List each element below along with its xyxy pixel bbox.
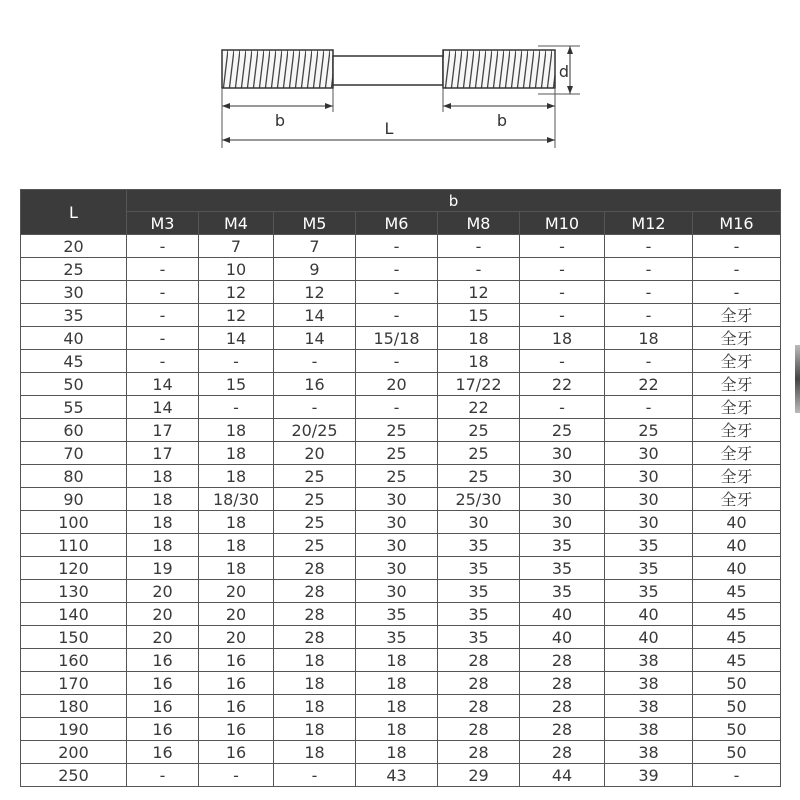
thread-length-cell: - bbox=[127, 327, 199, 350]
thread-length-cell: 43 bbox=[356, 764, 438, 787]
thread-length-cell: - bbox=[356, 396, 438, 419]
thread-length-cell: 16 bbox=[127, 649, 199, 672]
table-row bbox=[21, 741, 781, 764]
thread-length-cell: 全牙 bbox=[693, 304, 781, 327]
thread-length-cell: 28 bbox=[274, 557, 356, 580]
thread-length-cell: 7 bbox=[199, 235, 274, 258]
table-row bbox=[21, 419, 781, 442]
thread-length-cell: - bbox=[693, 235, 781, 258]
thread-length-cell: - bbox=[274, 396, 356, 419]
thread-length-cell: 25 bbox=[274, 534, 356, 557]
thread-length-cell: - bbox=[520, 350, 605, 373]
thread-length-cell: 25 bbox=[356, 465, 438, 488]
thread-length-cell: 18 bbox=[199, 419, 274, 442]
thread-length-cell: 16 bbox=[127, 672, 199, 695]
thread-length-cell: 28 bbox=[520, 695, 605, 718]
thread-length-cell: 14 bbox=[274, 327, 356, 350]
thread-length-cell: 35 bbox=[438, 580, 520, 603]
thread-length-cell: 28 bbox=[438, 741, 520, 764]
thread-length-cell: 39 bbox=[605, 764, 693, 787]
length-cell: 120 bbox=[21, 557, 127, 580]
table-row bbox=[21, 281, 781, 304]
thread-length-cell: 18 bbox=[199, 442, 274, 465]
thread-length-cell: 45 bbox=[693, 603, 781, 626]
thread-length-cell: 40 bbox=[520, 603, 605, 626]
thread-length-cell: - bbox=[605, 281, 693, 304]
thread-length-cell: - bbox=[356, 235, 438, 258]
length-cell: 30 bbox=[21, 281, 127, 304]
thread-length-cell: 35 bbox=[605, 580, 693, 603]
thread-length-cell: 12 bbox=[274, 281, 356, 304]
thread-length-cell: 17 bbox=[127, 419, 199, 442]
length-cell: 130 bbox=[21, 580, 127, 603]
thread-length-cell: 38 bbox=[605, 741, 693, 764]
length-cell: 55 bbox=[21, 396, 127, 419]
thread-length-cell: 45 bbox=[693, 580, 781, 603]
thread-length-cell: 25 bbox=[356, 419, 438, 442]
thread-length-cell: 全牙 bbox=[693, 488, 781, 511]
thread-length-cell: 全牙 bbox=[693, 396, 781, 419]
table-row bbox=[21, 718, 781, 741]
thread-length-cell: 14 bbox=[199, 327, 274, 350]
thread-length-cell: 30 bbox=[605, 442, 693, 465]
thread-length-cell: - bbox=[693, 764, 781, 787]
thread-length-cell: - bbox=[356, 350, 438, 373]
thread-length-cell: - bbox=[274, 764, 356, 787]
dim-label-b-right: b bbox=[496, 111, 508, 130]
thread-length-cell: - bbox=[693, 281, 781, 304]
thread-length-cell: 20 bbox=[356, 373, 438, 396]
thread-length-cell: - bbox=[605, 304, 693, 327]
table-row bbox=[21, 488, 781, 511]
thread-length-cell: 30 bbox=[356, 580, 438, 603]
thread-length-cell: 18 bbox=[356, 649, 438, 672]
length-cell: 110 bbox=[21, 534, 127, 557]
thread-length-cell: - bbox=[127, 235, 199, 258]
table-row bbox=[21, 511, 781, 534]
table-row bbox=[21, 327, 781, 350]
length-cell: 190 bbox=[21, 718, 127, 741]
size-header-m16: M16 bbox=[693, 212, 781, 235]
length-cell: 25 bbox=[21, 258, 127, 281]
thread-length-cell: 14 bbox=[127, 373, 199, 396]
thread-length-cell: - bbox=[127, 258, 199, 281]
thread-length-cell: 全牙 bbox=[693, 419, 781, 442]
thread-length-cell: - bbox=[274, 350, 356, 373]
thread-length-cell: 28 bbox=[438, 695, 520, 718]
table-row bbox=[21, 304, 781, 327]
thread-length-cell: 25/30 bbox=[438, 488, 520, 511]
shank bbox=[333, 56, 443, 85]
thread-length-cell: 45 bbox=[693, 626, 781, 649]
thread-length-cell: 18 bbox=[199, 465, 274, 488]
length-cell: 45 bbox=[21, 350, 127, 373]
thread-length-cell: - bbox=[520, 304, 605, 327]
thread-length-cell: 50 bbox=[693, 741, 781, 764]
thread-length-cell: - bbox=[127, 281, 199, 304]
thread-length-cell: 16 bbox=[199, 649, 274, 672]
thread-length-cell: 14 bbox=[127, 396, 199, 419]
thread-length-cell: 全牙 bbox=[693, 350, 781, 373]
thread-length-cell: 15 bbox=[199, 373, 274, 396]
table-row bbox=[21, 603, 781, 626]
header-row-group bbox=[21, 190, 781, 212]
thread-length-cell: 18/30 bbox=[199, 488, 274, 511]
thread-length-cell: - bbox=[199, 350, 274, 373]
thread-length-cell: 38 bbox=[605, 718, 693, 741]
thread-length-cell: 16 bbox=[127, 695, 199, 718]
thread-length-cell: - bbox=[520, 258, 605, 281]
table-row bbox=[21, 396, 781, 419]
length-cell: 50 bbox=[21, 373, 127, 396]
thread-length-cell: 35 bbox=[520, 557, 605, 580]
spec-table bbox=[20, 189, 781, 787]
thread-length-cell: 30 bbox=[520, 511, 605, 534]
table-row bbox=[21, 465, 781, 488]
thread-length-cell: 18 bbox=[274, 741, 356, 764]
thread-length-cell: 18 bbox=[605, 327, 693, 350]
thread-length-cell: 18 bbox=[199, 534, 274, 557]
thread-length-cell: 38 bbox=[605, 672, 693, 695]
thread-length-cell: 16 bbox=[127, 718, 199, 741]
thread-length-cell: 18 bbox=[356, 672, 438, 695]
table-row bbox=[21, 695, 781, 718]
thread-length-cell: 18 bbox=[274, 672, 356, 695]
table-row bbox=[21, 373, 781, 396]
thread-length-cell: 全牙 bbox=[693, 327, 781, 350]
length-cell: 150 bbox=[21, 626, 127, 649]
thread-length-cell: 15 bbox=[438, 304, 520, 327]
thread-length-cell: - bbox=[520, 281, 605, 304]
thread-length-cell: 30 bbox=[356, 488, 438, 511]
thread-length-cell: 22 bbox=[605, 373, 693, 396]
thread-length-cell: 18 bbox=[274, 649, 356, 672]
thread-length-cell: 25 bbox=[274, 511, 356, 534]
thread-length-cell: 38 bbox=[605, 695, 693, 718]
thread-length-cell: 35 bbox=[605, 557, 693, 580]
thread-length-cell: 18 bbox=[520, 327, 605, 350]
thread-length-cell: 30 bbox=[520, 465, 605, 488]
thread-length-cell: - bbox=[438, 235, 520, 258]
thread-length-cell: 25 bbox=[274, 488, 356, 511]
thread-length-cell: 30 bbox=[605, 488, 693, 511]
thread-length-cell: 40 bbox=[520, 626, 605, 649]
thread-length-cell: 30 bbox=[356, 557, 438, 580]
thread-length-cell: - bbox=[356, 258, 438, 281]
length-cell: 35 bbox=[21, 304, 127, 327]
thread-length-cell: 20 bbox=[199, 603, 274, 626]
thread-length-cell: 14 bbox=[274, 304, 356, 327]
corner-header-L: L bbox=[21, 190, 127, 235]
thread-length-cell: 18 bbox=[127, 465, 199, 488]
thread-length-cell: 25 bbox=[438, 442, 520, 465]
header-row-sizes bbox=[21, 212, 781, 235]
thread-length-cell: 20 bbox=[274, 442, 356, 465]
thread-length-cell: 50 bbox=[693, 672, 781, 695]
table-row bbox=[21, 534, 781, 557]
thread-length-cell: 18 bbox=[356, 695, 438, 718]
thread-length-cell: 25 bbox=[438, 419, 520, 442]
size-header-m10: M10 bbox=[520, 212, 605, 235]
dim-label-L: L bbox=[384, 119, 394, 138]
thread-length-cell: 16 bbox=[199, 741, 274, 764]
length-cell: 60 bbox=[21, 419, 127, 442]
thread-length-cell: 20 bbox=[127, 580, 199, 603]
thread-length-cell: 18 bbox=[199, 511, 274, 534]
thread-length-cell: 28 bbox=[520, 741, 605, 764]
thread-length-cell: - bbox=[356, 281, 438, 304]
thread-length-cell: 12 bbox=[199, 281, 274, 304]
length-cell: 40 bbox=[21, 327, 127, 350]
thread-length-cell: 20/25 bbox=[274, 419, 356, 442]
length-cell: 250 bbox=[21, 764, 127, 787]
thread-length-cell: - bbox=[127, 304, 199, 327]
thread-length-cell: 25 bbox=[520, 419, 605, 442]
thread-length-cell: 35 bbox=[605, 534, 693, 557]
thread-length-cell: 28 bbox=[438, 718, 520, 741]
thread-length-cell: 30 bbox=[356, 534, 438, 557]
length-cell: 180 bbox=[21, 695, 127, 718]
thread-length-cell: 35 bbox=[356, 626, 438, 649]
thread-length-cell: 18 bbox=[438, 327, 520, 350]
thread-length-cell: 28 bbox=[274, 580, 356, 603]
thread-length-cell: 全牙 bbox=[693, 442, 781, 465]
thread-length-cell: 20 bbox=[199, 626, 274, 649]
thread-length-cell: 25 bbox=[438, 465, 520, 488]
size-header-m4: M4 bbox=[199, 212, 274, 235]
thread-length-cell: 35 bbox=[520, 534, 605, 557]
length-cell: 80 bbox=[21, 465, 127, 488]
thread-length-cell: 18 bbox=[356, 741, 438, 764]
table-row bbox=[21, 580, 781, 603]
thread-length-cell: - bbox=[605, 235, 693, 258]
thread-length-cell: - bbox=[438, 258, 520, 281]
thread-length-cell: 30 bbox=[438, 511, 520, 534]
length-cell: 70 bbox=[21, 442, 127, 465]
edge-mark bbox=[795, 345, 800, 413]
thread-length-cell: - bbox=[199, 764, 274, 787]
thread-length-cell: 16 bbox=[199, 672, 274, 695]
size-header-m6: M6 bbox=[356, 212, 438, 235]
length-cell: 170 bbox=[21, 672, 127, 695]
table-row bbox=[21, 350, 781, 373]
size-header-m3: M3 bbox=[127, 212, 199, 235]
thread-length-cell: 20 bbox=[127, 626, 199, 649]
thread-length-cell: 40 bbox=[693, 534, 781, 557]
size-header-m12: M12 bbox=[605, 212, 693, 235]
table-body bbox=[21, 235, 781, 787]
table-row bbox=[21, 649, 781, 672]
thread-length-cell: 18 bbox=[127, 511, 199, 534]
thread-length-cell: 17/22 bbox=[438, 373, 520, 396]
thread-length-cell: 20 bbox=[127, 603, 199, 626]
thread-length-cell: 44 bbox=[520, 764, 605, 787]
thread-length-cell: - bbox=[127, 350, 199, 373]
thread-length-cell: 40 bbox=[605, 626, 693, 649]
thread-length-cell: 20 bbox=[199, 580, 274, 603]
thread-length-cell: - bbox=[605, 258, 693, 281]
thread-length-cell: - bbox=[520, 235, 605, 258]
thread-length-cell: 28 bbox=[438, 649, 520, 672]
thread-length-cell: 19 bbox=[127, 557, 199, 580]
thread-length-cell: 50 bbox=[693, 718, 781, 741]
group-header-b: b bbox=[127, 190, 781, 212]
thread-length-cell: 40 bbox=[693, 557, 781, 580]
thread-length-cell: - bbox=[520, 396, 605, 419]
thread-length-cell: 18 bbox=[274, 718, 356, 741]
thread-length-cell: 35 bbox=[438, 603, 520, 626]
thread-length-cell: 18 bbox=[199, 557, 274, 580]
thread-length-cell: 18 bbox=[356, 718, 438, 741]
thread-length-cell: 9 bbox=[274, 258, 356, 281]
thread-length-cell: 25 bbox=[274, 465, 356, 488]
thread-length-cell: 25 bbox=[605, 419, 693, 442]
size-header-m5: M5 bbox=[274, 212, 356, 235]
thread-length-cell: 30 bbox=[605, 511, 693, 534]
thread-length-cell: 18 bbox=[438, 350, 520, 373]
thread-length-cell: 38 bbox=[605, 649, 693, 672]
thread-length-cell: 40 bbox=[693, 511, 781, 534]
stud-bolt-diagram bbox=[0, 0, 800, 185]
thread-length-cell: - bbox=[605, 396, 693, 419]
table-row bbox=[21, 672, 781, 695]
length-cell: 140 bbox=[21, 603, 127, 626]
thread-length-cell: 12 bbox=[438, 281, 520, 304]
thread-length-cell: 35 bbox=[438, 626, 520, 649]
length-cell: 90 bbox=[21, 488, 127, 511]
thread-length-cell: 28 bbox=[438, 672, 520, 695]
thread-length-cell: 35 bbox=[438, 557, 520, 580]
table-row bbox=[21, 258, 781, 281]
thread-length-cell: 全牙 bbox=[693, 465, 781, 488]
thread-length-cell: 40 bbox=[605, 603, 693, 626]
thread-length-cell: 30 bbox=[605, 465, 693, 488]
table-row bbox=[21, 626, 781, 649]
size-header-m8: M8 bbox=[438, 212, 520, 235]
thread-length-cell: 35 bbox=[438, 534, 520, 557]
thread-length-cell: 16 bbox=[199, 718, 274, 741]
table-row bbox=[21, 764, 781, 787]
thread-length-cell: 28 bbox=[274, 626, 356, 649]
right-thread bbox=[443, 50, 555, 88]
thread-length-cell: 30 bbox=[520, 442, 605, 465]
thread-length-cell: 45 bbox=[693, 649, 781, 672]
thread-length-cell: 12 bbox=[199, 304, 274, 327]
thread-length-cell: 50 bbox=[693, 695, 781, 718]
thread-length-cell: 16 bbox=[199, 695, 274, 718]
thread-length-cell: 35 bbox=[520, 580, 605, 603]
thread-length-cell: 25 bbox=[356, 442, 438, 465]
thread-length-cell: 18 bbox=[274, 695, 356, 718]
thread-length-cell: 全牙 bbox=[693, 373, 781, 396]
thread-length-cell: 35 bbox=[356, 603, 438, 626]
thread-length-cell: 7 bbox=[274, 235, 356, 258]
dim-label-b-left: b bbox=[274, 111, 286, 130]
thread-length-cell: - bbox=[127, 764, 199, 787]
thread-length-cell: - bbox=[693, 258, 781, 281]
left-thread bbox=[222, 50, 333, 88]
thread-length-cell: - bbox=[356, 304, 438, 327]
thread-length-cell: 22 bbox=[520, 373, 605, 396]
thread-length-cell: 30 bbox=[356, 511, 438, 534]
length-cell: 100 bbox=[21, 511, 127, 534]
thread-length-cell: 16 bbox=[127, 741, 199, 764]
thread-length-cell: 28 bbox=[274, 603, 356, 626]
dim-label-d: d bbox=[558, 62, 570, 81]
thread-length-cell: 10 bbox=[199, 258, 274, 281]
length-cell: 200 bbox=[21, 741, 127, 764]
length-cell: 160 bbox=[21, 649, 127, 672]
table-row bbox=[21, 235, 781, 258]
thread-length-cell: 16 bbox=[274, 373, 356, 396]
thread-length-cell: 30 bbox=[520, 488, 605, 511]
thread-length-cell: 28 bbox=[520, 649, 605, 672]
thread-length-cell: 29 bbox=[438, 764, 520, 787]
thread-length-cell: 22 bbox=[438, 396, 520, 419]
thread-length-cell: 15/18 bbox=[356, 327, 438, 350]
length-cell: 20 bbox=[21, 235, 127, 258]
table-row bbox=[21, 442, 781, 465]
thread-length-cell: 18 bbox=[127, 488, 199, 511]
thread-length-cell: 17 bbox=[127, 442, 199, 465]
table-row bbox=[21, 557, 781, 580]
thread-length-cell: 18 bbox=[127, 534, 199, 557]
thread-length-cell: - bbox=[199, 396, 274, 419]
thread-length-cell: - bbox=[605, 350, 693, 373]
thread-length-cell: 28 bbox=[520, 672, 605, 695]
thread-length-cell: 28 bbox=[520, 718, 605, 741]
